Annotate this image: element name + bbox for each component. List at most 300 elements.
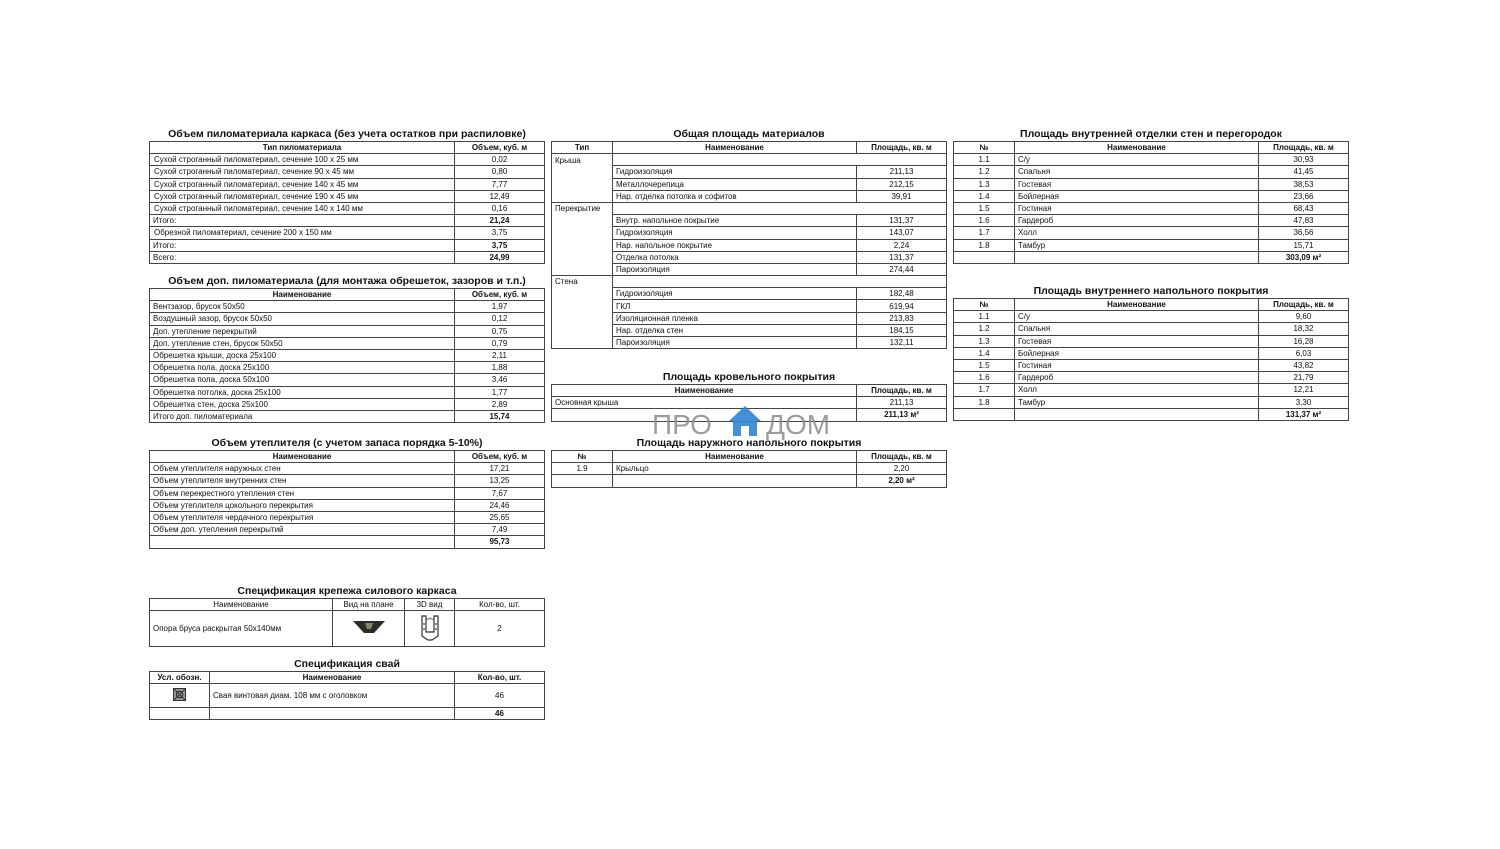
table-row — [954, 239, 1349, 251]
row-value: 36,56 — [1259, 227, 1349, 239]
col-header: Площадь, кв. м — [857, 451, 947, 463]
pile-symbol-icon — [173, 688, 186, 701]
row-value: 143,07 — [857, 227, 947, 239]
row-label: Объем утеплителя чердачного перекрытия — [150, 511, 455, 523]
row-value: 23,66 — [1259, 190, 1349, 202]
table-row — [150, 251, 545, 263]
insulation-table — [149, 450, 545, 549]
table-row — [150, 239, 545, 251]
table-header-row — [552, 385, 947, 397]
row-label: Пароизоляция — [613, 337, 857, 349]
row-value: 7,49 — [455, 524, 545, 536]
floor-finish-title: Площадь внутреннего напольного покрытия — [1033, 285, 1269, 297]
row-label: Бойлерная — [1015, 347, 1259, 359]
row-value: 7,67 — [455, 487, 545, 499]
table-row — [150, 202, 545, 214]
row-label: Тамбур — [1015, 396, 1259, 408]
row-label: Крыльцо — [613, 463, 857, 475]
row-label: Сухой строганный пиломатериал, сечение 90 x 45 мм — [150, 166, 455, 178]
table-row — [150, 511, 545, 523]
total-value: 95,73 — [455, 536, 545, 548]
table-row — [150, 227, 545, 239]
table-row — [150, 166, 545, 178]
row-label: Отделка потолка — [613, 251, 857, 263]
floor-finish-section — [953, 285, 1349, 421]
row-label: Гидроизоляция — [613, 288, 857, 300]
row-number: 1.7 — [954, 227, 1015, 239]
watermark — [650, 404, 850, 444]
row-label: Гостевая — [1015, 178, 1259, 190]
row-value: 24,99 — [455, 251, 545, 263]
total-value: 211,13 м² — [857, 409, 947, 421]
col-header: № — [954, 142, 1015, 154]
col-header: Тип пиломатериала — [150, 142, 455, 154]
row-label: Доп. утепление перекрытий — [150, 325, 455, 337]
table-row — [150, 487, 545, 499]
row-value: 0,02 — [455, 154, 545, 166]
table-row — [150, 374, 545, 386]
empty-cell — [954, 251, 1015, 263]
row-value: 132,11 — [857, 337, 947, 349]
row-value: 0,80 — [455, 166, 545, 178]
materials-table — [551, 141, 947, 349]
table-header-row — [150, 672, 545, 684]
row-label: Объем перекрестного утепления стен — [150, 487, 455, 499]
row-label: Итого: — [150, 239, 455, 251]
symbol-cell — [150, 684, 210, 708]
row-value: 2 — [455, 611, 545, 647]
group-type: Крыша — [552, 154, 613, 166]
empty-cell — [552, 239, 613, 251]
row-value: 1,77 — [455, 386, 545, 398]
row-label: Холл — [1015, 384, 1259, 396]
row-value: 41,45 — [1259, 166, 1349, 178]
row-label: Свая винтовая диам. 108 мм с оголовком — [210, 684, 455, 708]
row-label: Всего: — [150, 251, 455, 263]
table-header-row — [552, 451, 947, 463]
table-row — [954, 372, 1349, 384]
row-number: 1.3 — [954, 335, 1015, 347]
row-label: ГКЛ — [613, 300, 857, 312]
table-row — [150, 313, 545, 325]
row-label: Гостиная — [1015, 359, 1259, 371]
row-label: Обрешетка стен, доска 25x100 — [150, 398, 455, 410]
empty-cell — [552, 300, 613, 312]
table-row — [954, 154, 1349, 166]
row-value: 21,24 — [455, 215, 545, 227]
extra-lumber-table — [149, 288, 545, 423]
col-header: Объем, куб. м — [455, 451, 545, 463]
house-icon — [729, 406, 761, 436]
wall-finish-table — [953, 141, 1349, 264]
col-header: Площадь, кв. м — [857, 142, 947, 154]
roofing-title: Площадь кровельного покрытия — [662, 371, 836, 383]
outdoor-floor-title: Площадь наружного напольного покрытия — [636, 437, 862, 449]
plan-view-cell — [333, 611, 405, 647]
row-label: Объем утеплителя цокольного перекрытия — [150, 499, 455, 511]
empty-cell — [552, 190, 613, 202]
row-value: 3,30 — [1259, 396, 1349, 408]
table-row — [954, 215, 1349, 227]
row-label: Нар. напольное покрытие — [613, 239, 857, 251]
row-label: С/у — [1015, 154, 1259, 166]
row-value: 2,24 — [857, 239, 947, 251]
col-header: Наименование — [150, 289, 455, 301]
row-label: Воздушный зазор, брусок 50x50 — [150, 313, 455, 325]
table-row — [150, 154, 545, 166]
row-value: 182,48 — [857, 288, 947, 300]
empty-cell — [552, 166, 613, 178]
col-header: Объем, куб. м — [455, 142, 545, 154]
table-row — [150, 463, 545, 475]
row-value: 6,03 — [1259, 347, 1349, 359]
group-row — [552, 154, 947, 166]
table-total-row — [552, 475, 947, 487]
row-number: 1.4 — [954, 190, 1015, 202]
row-value: 13,25 — [455, 475, 545, 487]
row-number: 1.3 — [954, 178, 1015, 190]
row-value: 17,21 — [455, 463, 545, 475]
table-header-row — [552, 142, 947, 154]
table-row — [954, 227, 1349, 239]
table-header-row — [150, 599, 545, 611]
table-row — [552, 463, 947, 475]
fasteners-table — [149, 598, 545, 647]
row-number: 1.9 — [552, 463, 613, 475]
materials-title: Общая площадь материалов — [673, 128, 825, 140]
table-row — [552, 300, 947, 312]
total-value: 2,20 м² — [857, 475, 947, 487]
row-value: 619,94 — [857, 300, 947, 312]
row-label: Спальня — [1015, 323, 1259, 335]
row-value: 131,37 — [857, 215, 947, 227]
watermark-graphic — [650, 404, 850, 444]
row-value: 43,82 — [1259, 359, 1349, 371]
row-value: 184,15 — [857, 324, 947, 336]
table-row — [150, 410, 545, 422]
row-value: 0,79 — [455, 337, 545, 349]
empty-cell — [857, 276, 947, 288]
table-row — [150, 362, 545, 374]
piles-section — [149, 658, 545, 720]
row-value: 12,49 — [455, 190, 545, 202]
row-label: Холл — [1015, 227, 1259, 239]
empty-cell — [150, 708, 210, 720]
table-row — [954, 202, 1349, 214]
bracket-3d-icon — [418, 612, 442, 642]
row-value: 2,20 — [857, 463, 947, 475]
table-row — [954, 347, 1349, 359]
row-value: 1,97 — [455, 301, 545, 313]
row-label: Обрезной пиломатериал, сечение 200 x 150 мм — [150, 227, 455, 239]
row-value: 47,83 — [1259, 215, 1349, 227]
extra-lumber-title: Объем доп. пиломатериала (для монтажа обрешеток, зазоров и т.п.) — [168, 275, 526, 287]
col-header: Тип — [552, 142, 613, 154]
outdoor-floor-table — [551, 450, 947, 488]
table-row — [552, 324, 947, 336]
table-header-row — [954, 142, 1349, 154]
row-label: Гостевая — [1015, 335, 1259, 347]
table-row — [954, 396, 1349, 408]
empty-cell — [552, 288, 613, 300]
row-label: Спальня — [1015, 166, 1259, 178]
table-row — [552, 166, 947, 178]
table-row — [954, 190, 1349, 202]
empty-cell — [552, 312, 613, 324]
col-header: Наименование — [613, 142, 857, 154]
empty-cell — [552, 251, 613, 263]
table-row — [552, 288, 947, 300]
row-value: 46 — [455, 684, 545, 708]
col-header: Наименование — [150, 599, 333, 611]
table-row — [954, 178, 1349, 190]
wall-finish-title: Площадь внутренней отделки стен и перегородок — [1020, 128, 1282, 140]
materials-section — [551, 128, 947, 349]
row-value: 2,11 — [455, 349, 545, 361]
empty-cell — [150, 536, 455, 548]
row-label: Сухой строганный пиломатериал, сечение 140 x 45 мм — [150, 178, 455, 190]
row-value: 24,46 — [455, 499, 545, 511]
table-row — [150, 325, 545, 337]
row-value: 211,13 — [857, 166, 947, 178]
row-label: Гидроизоляция — [613, 166, 857, 178]
row-label: Доп. утепление стен, брусок 50x50 — [150, 337, 455, 349]
row-label: Гостиная — [1015, 202, 1259, 214]
row-value: 2,89 — [455, 398, 545, 410]
empty-cell — [210, 708, 455, 720]
table-row — [552, 215, 947, 227]
row-value: 25,65 — [455, 511, 545, 523]
row-label: Изоляционная пленка — [613, 312, 857, 324]
table-row — [552, 190, 947, 202]
row-label: Гардероб — [1015, 215, 1259, 227]
fasteners-title: Спецификация крепежа силового каркаса — [237, 585, 457, 597]
col-header: № — [552, 451, 613, 463]
row-label: Опора бруса раскрытая 50x140мм — [150, 611, 333, 647]
group-type: Перекрытие — [552, 202, 613, 214]
table-row — [552, 239, 947, 251]
empty-cell — [552, 215, 613, 227]
col-header: Площадь, кв. м — [1259, 299, 1349, 311]
row-value: 21,79 — [1259, 372, 1349, 384]
row-value: 3,75 — [455, 239, 545, 251]
table-total-row — [150, 708, 545, 720]
empty-cell — [1015, 251, 1259, 263]
table-row — [552, 337, 947, 349]
row-value: 30,93 — [1259, 154, 1349, 166]
row-label: Нар. отделка стен — [613, 324, 857, 336]
col-header: Площадь, кв. м — [1259, 142, 1349, 154]
row-label: Гидроизоляция — [613, 227, 857, 239]
row-label: Вентзазор, брусок 50x50 — [150, 301, 455, 313]
row-number: 1.5 — [954, 359, 1015, 371]
total-value: 46 — [455, 708, 545, 720]
empty-cell — [552, 263, 613, 275]
fasteners-section — [149, 585, 545, 647]
table-row — [150, 215, 545, 227]
table-row — [954, 335, 1349, 347]
row-label: Металлочерепица — [613, 178, 857, 190]
table-row — [150, 611, 545, 647]
table-header-row — [954, 299, 1349, 311]
table-row — [552, 227, 947, 239]
table-row — [150, 499, 545, 511]
row-label: Объем доп. утепления перекрытий — [150, 524, 455, 536]
group-row — [552, 276, 947, 288]
row-value: 39,91 — [857, 190, 947, 202]
row-label: Внутр. напольное покрытие — [613, 215, 857, 227]
table-row — [150, 524, 545, 536]
table-row — [954, 311, 1349, 323]
row-value: 213,83 — [857, 312, 947, 324]
col-header: Вид на плане — [333, 599, 405, 611]
col-header: Наименование — [1015, 142, 1259, 154]
table-row — [954, 166, 1349, 178]
table-row — [150, 190, 545, 202]
row-number: 1.1 — [954, 154, 1015, 166]
empty-cell — [857, 202, 947, 214]
table-row — [552, 263, 947, 275]
row-value: 16,28 — [1259, 335, 1349, 347]
row-label: Обрешетка пола, доска 50x100 — [150, 374, 455, 386]
table-header-row — [150, 142, 545, 154]
row-number: 1.6 — [954, 372, 1015, 384]
row-label: Сухой строганный пиломатериал, сечение 190 x 45 мм — [150, 190, 455, 202]
table-row — [954, 384, 1349, 396]
row-number: 1.2 — [954, 323, 1015, 335]
row-value: 7,77 — [455, 178, 545, 190]
col-header: Наименование — [613, 451, 857, 463]
row-value: 212,15 — [857, 178, 947, 190]
row-value: 0,16 — [455, 202, 545, 214]
row-value: 0,12 — [455, 313, 545, 325]
row-value: 18,32 — [1259, 323, 1349, 335]
empty-cell — [552, 324, 613, 336]
table-row — [150, 337, 545, 349]
row-label: Обрешетка потолка, доска 25x100 — [150, 386, 455, 398]
table-row — [150, 475, 545, 487]
row-label: Пароизоляция — [613, 263, 857, 275]
table-row — [552, 178, 947, 190]
col-header: Площадь, кв. м — [857, 385, 947, 397]
row-label: Сухой строганный пиломатериал, сечение 140 x 140 мм — [150, 202, 455, 214]
bracket-plan-icon — [352, 619, 386, 635]
col-header: Кол-во, шт. — [455, 672, 545, 684]
table-row — [552, 312, 947, 324]
table-row — [150, 684, 545, 708]
lumber-title: Объем пиломатериала каркаса (без учета остатков при распиловке) — [168, 128, 526, 140]
col-header: 3D вид — [405, 599, 455, 611]
row-value: 68,43 — [1259, 202, 1349, 214]
row-value: 9,60 — [1259, 311, 1349, 323]
wall-finish-section — [953, 128, 1349, 264]
row-number: 1.8 — [954, 239, 1015, 251]
row-label: Итого доп. пиломатериала — [150, 410, 455, 422]
col-header: Наименование — [1015, 299, 1259, 311]
row-value: 12,21 — [1259, 384, 1349, 396]
lumber-table — [149, 141, 545, 264]
row-number: 1.5 — [954, 202, 1015, 214]
row-value: 15,71 — [1259, 239, 1349, 251]
row-label: Объем утеплителя наружных стен — [150, 463, 455, 475]
row-label: Сухой строганный пиломатериал, сечение 100 x 25 мм — [150, 154, 455, 166]
row-value: 38,53 — [1259, 178, 1349, 190]
empty-cell — [954, 408, 1015, 420]
col-header: Наименование — [210, 672, 455, 684]
row-value: 3,46 — [455, 374, 545, 386]
watermark-right: ДОМ — [766, 409, 831, 440]
piles-table — [149, 671, 545, 720]
row-label: Обрешетка пола, доска 25x100 — [150, 362, 455, 374]
empty-cell — [552, 337, 613, 349]
extra-lumber-section — [149, 275, 545, 423]
lumber-section — [149, 128, 545, 264]
col-header: Наименование — [150, 451, 455, 463]
total-value: 303,09 м² — [1259, 251, 1349, 263]
row-label: Обрешетка крыши, доска 25x100 — [150, 349, 455, 361]
table-row — [150, 178, 545, 190]
empty-cell — [613, 202, 857, 214]
row-label: Нар. отделка потолка и софитов — [613, 190, 857, 202]
table-header-row — [150, 289, 545, 301]
row-label: Основная крыша — [552, 397, 857, 409]
row-label: С/у — [1015, 311, 1259, 323]
empty-cell — [552, 475, 613, 487]
col-header: Объем, куб. м — [455, 289, 545, 301]
col-header: № — [954, 299, 1015, 311]
row-value: 0,75 — [455, 325, 545, 337]
table-total-row — [150, 536, 545, 548]
watermark-left: ПРО — [652, 409, 712, 440]
group-type: Стена — [552, 276, 613, 288]
row-label: Гардероб — [1015, 372, 1259, 384]
row-number: 1.7 — [954, 384, 1015, 396]
row-number: 1.6 — [954, 215, 1015, 227]
row-value: 1,88 — [455, 362, 545, 374]
empty-cell — [552, 227, 613, 239]
col-header: Кол-во, шт. — [455, 599, 545, 611]
empty-cell — [613, 154, 857, 166]
insulation-title: Объем утеплителя (с учетом запаса порядка 5-10%) — [211, 437, 483, 449]
row-label: Тамбур — [1015, 239, 1259, 251]
insulation-section — [149, 437, 545, 549]
empty-cell — [613, 276, 857, 288]
row-value: 3,75 — [455, 227, 545, 239]
empty-cell — [552, 178, 613, 190]
table-row — [954, 323, 1349, 335]
table-total-row — [954, 251, 1349, 263]
row-number: 1.4 — [954, 347, 1015, 359]
row-value: 15,74 — [455, 410, 545, 422]
row-number: 1.1 — [954, 311, 1015, 323]
table-row — [150, 349, 545, 361]
row-value: 274,44 — [857, 263, 947, 275]
empty-cell — [1015, 408, 1259, 420]
empty-cell — [613, 475, 857, 487]
table-row — [150, 301, 545, 313]
table-total-row — [954, 408, 1349, 420]
col-header: Усл. обозн. — [150, 672, 210, 684]
table-row — [150, 398, 545, 410]
table-row — [150, 386, 545, 398]
group-row — [552, 202, 947, 214]
row-label: Объем утеплителя внутренних стен — [150, 475, 455, 487]
outdoor-floor-section — [551, 437, 947, 488]
col-header: Наименование — [552, 385, 857, 397]
row-number: 1.8 — [954, 396, 1015, 408]
row-number: 1.2 — [954, 166, 1015, 178]
total-value: 131,37 м² — [1259, 408, 1349, 420]
